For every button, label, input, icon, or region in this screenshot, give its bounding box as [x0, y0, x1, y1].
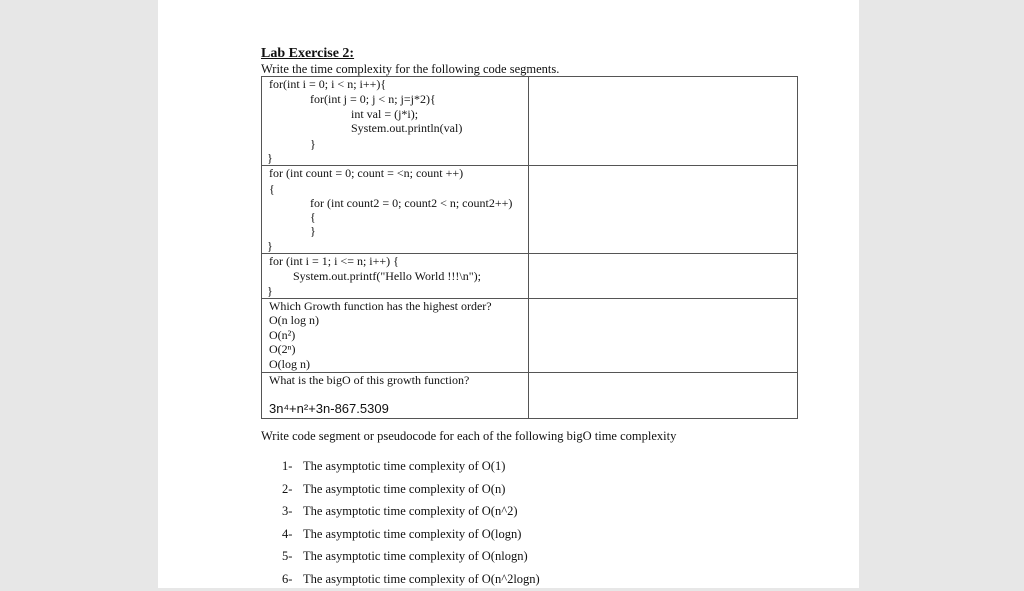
- code-line: for (int i = 1; i <= n; i++) {: [269, 254, 399, 268]
- list-item: [282, 568, 540, 591]
- code-line: for (int count2 = 0; count2 < n; count2++): [310, 196, 513, 210]
- list-item: [282, 478, 540, 501]
- task-text: The asymptotic time complexity of O(n): [303, 481, 506, 496]
- option-text: O(log n): [269, 357, 310, 371]
- code-line: System.out.printf("Hello World !!!\n");: [293, 269, 481, 283]
- code-line: }: [267, 284, 273, 298]
- code-line: }: [310, 137, 316, 151]
- option-text: O(n²): [269, 328, 296, 342]
- list-item: [282, 500, 540, 523]
- task-text: The asymptotic time complexity of O(n^2): [303, 504, 518, 519]
- task-text: The asymptotic time complexity of O(nlogn): [303, 549, 528, 564]
- code-cell: [262, 166, 529, 254]
- code-line: }: [267, 151, 273, 165]
- lab-subheading: Write the time complexity for the following code segments.: [261, 62, 560, 76]
- growth-expression: 3n⁴+n²+3n-867.5309: [269, 401, 389, 416]
- answer-cell[interactable]: [529, 373, 798, 419]
- task-number: 3-: [282, 504, 293, 519]
- question-cell: [262, 373, 529, 419]
- table-row: [262, 299, 798, 373]
- code-line: for (int count = 0; count = <n; count ++): [269, 166, 464, 180]
- task-number: 6-: [282, 571, 293, 586]
- code-line: }: [267, 239, 273, 253]
- answer-cell[interactable]: [529, 77, 798, 166]
- task-text: The asymptotic time complexity of O(logn): [303, 526, 522, 541]
- code-line: int val = (j*i);: [351, 107, 419, 121]
- table-row: [262, 254, 798, 299]
- complexity-table: [261, 76, 798, 419]
- list-item: [282, 455, 540, 478]
- question-cell: [262, 299, 529, 373]
- list-item: [282, 523, 540, 546]
- code-line: {: [269, 182, 275, 196]
- code-line: }: [310, 224, 316, 238]
- task-text: The asymptotic time complexity of O(n^2logn): [303, 571, 540, 586]
- task-list: [282, 455, 540, 591]
- answer-cell[interactable]: [529, 299, 798, 373]
- question-text: Which Growth function has the highest order?: [269, 299, 492, 313]
- lab-heading: Lab Exercise 2:: [261, 46, 355, 61]
- code-line: for(int j = 0; j < n; j=j*2){: [310, 92, 436, 106]
- code-line: {: [310, 210, 316, 224]
- answer-cell[interactable]: [529, 254, 798, 299]
- task-number: 4-: [282, 526, 293, 541]
- task-text: The asymptotic time complexity of O(1): [303, 459, 506, 473]
- table-row: [262, 166, 798, 254]
- table-row: [262, 373, 798, 419]
- question-text: What is the bigO of this growth function?: [269, 373, 470, 387]
- list-item: [282, 545, 540, 568]
- task-number: 5-: [282, 549, 293, 564]
- option-text: O(n log n): [269, 313, 319, 327]
- code-line: System.out.println(val): [351, 121, 463, 135]
- option-text: O(2ⁿ): [269, 342, 296, 356]
- task-number: 2-: [282, 481, 293, 496]
- table-row: [262, 77, 798, 166]
- code-line: for(int i = 0; i < n; i++){: [269, 77, 387, 91]
- task-number: 1-: [282, 459, 293, 473]
- instruction-text: Write code segment or pseudocode for each of the following bigO time complexity: [261, 429, 677, 443]
- answer-cell[interactable]: [529, 166, 798, 254]
- code-cell: [262, 77, 529, 166]
- code-cell: [262, 254, 529, 299]
